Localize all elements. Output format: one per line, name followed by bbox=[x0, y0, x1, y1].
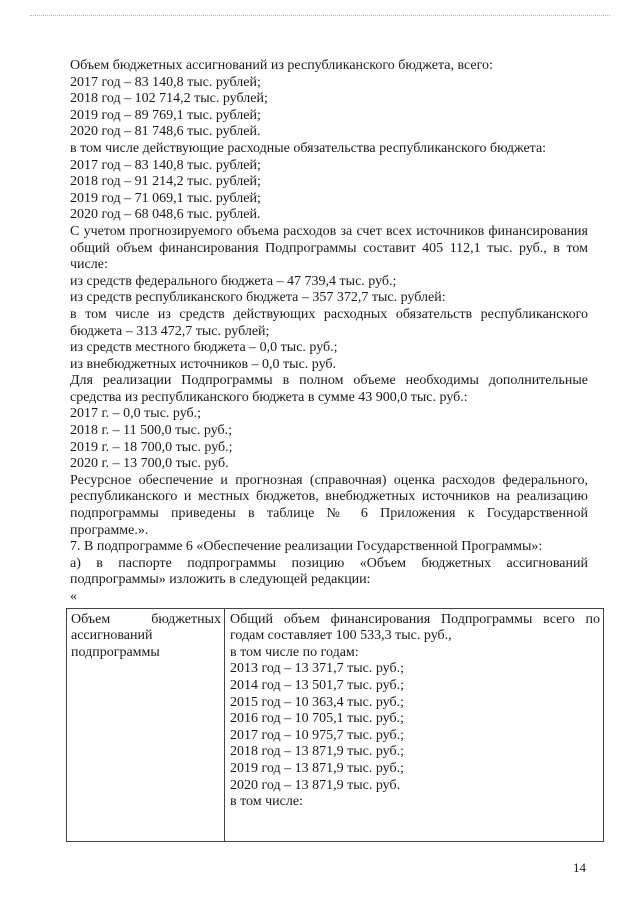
opening-quote: « bbox=[70, 589, 77, 604]
text-line: 2019 г. – 18 700,0 тыс. руб.; bbox=[70, 439, 233, 455]
text-line: 2018 г. – 11 500,0 тыс. руб.; bbox=[70, 423, 233, 439]
document-body bbox=[70, 58, 600, 842]
item-7a: а) в паспорте подпрограммы позицию «Объем бюджетных ассигнований подпрограммы» изложить в следующей редакции: bbox=[70, 555, 588, 588]
text-line: 2019 год – 89 769,1 тыс. рублей; bbox=[70, 107, 261, 123]
resource-paragraph: Ресурсное обеспечение и прогнозная (справочная) оценка расходов федерального, республиканского и местных бюджетов, внебюджетных источников на реализацию подпрограммы приведены в таблице № 6 Приложения к Государственной программе.». bbox=[70, 472, 588, 538]
text-line: 2020 год – 68 048,6 тыс. рублей. bbox=[70, 207, 261, 223]
table-value-line: 2013 год – 13 371,7 тыс. руб.; bbox=[230, 661, 404, 677]
text-line: в том числе действующие расходные обязательства республиканского бюджета: bbox=[70, 140, 547, 156]
item-7: 7. В подпрограмме 6 «Обеспечение реализации Государственной Программы»: bbox=[70, 539, 543, 555]
page-top-border bbox=[30, 15, 610, 16]
funding-table bbox=[66, 608, 604, 842]
existing-obligations-paragraph: в том числе из средств действующих расходных обязательств республиканского бюджета – 313 472,7 тыс. рублей; bbox=[70, 306, 588, 339]
table-label-cell bbox=[67, 609, 225, 841]
text-line: 2018 год – 91 214,2 тыс. рублей; bbox=[70, 174, 261, 190]
table-value-line: в том числе по годам: bbox=[230, 644, 359, 660]
table-value-line: 2020 год – 13 871,9 тыс. руб. bbox=[230, 777, 401, 793]
additional-funding-paragraph: Для реализации Подпрограммы в полном объеме необходимы дополнительные средства из республиканского бюджета в сумме 43 900,0 тыс. руб.: bbox=[70, 373, 588, 405]
text-line: 2017 год – 83 140,8 тыс. рублей; bbox=[70, 74, 261, 90]
table-value-line: 2014 год – 13 501,7 тыс. руб.; bbox=[230, 677, 404, 693]
text-line: из средств федерального бюджета – 47 739,4 тыс. руб.; bbox=[70, 273, 397, 289]
page-number: 14 bbox=[573, 860, 586, 875]
table-value-line: 2019 год – 13 871,9 тыс. руб.; bbox=[230, 760, 404, 776]
text-line: 2019 год – 71 069,1 тыс. рублей; bbox=[70, 190, 261, 206]
table-label-text: Объем бюджетных ассигнований подпрограммы bbox=[71, 611, 221, 660]
text-line: 2017 год – 83 140,8 тыс. рублей; bbox=[70, 157, 261, 173]
text-line: 2018 год – 102 714,2 тыс. рублей; bbox=[70, 91, 268, 107]
text-line: из средств республиканского бюджета – 357 372,7 тыс. рублей: bbox=[70, 290, 446, 306]
funding-paragraph: С учетом прогнозируемого объема расходов за счет всех источников финансирования общий объем финансирования Подпрограммы составит 405 112,1 тыс. руб., в том числе: bbox=[70, 223, 588, 273]
text-line: из внебюджетных источников – 0,0 тыс. руб. bbox=[70, 356, 337, 372]
table-value-line: в том числе: bbox=[230, 794, 303, 810]
text-line: 2020 год – 81 748,6 тыс. рублей. bbox=[70, 124, 261, 140]
table-value-intro: Общий объем финансирования Подпрограммы всего по годам составляет 100 533,3 тыс. руб., bbox=[230, 611, 600, 644]
table-value-cell bbox=[225, 609, 603, 841]
text-line: 2017 г. – 0,0 тыс. руб.; bbox=[70, 406, 202, 422]
table-value-line: 2016 год – 10 705,1 тыс. руб.; bbox=[230, 711, 404, 727]
table-value-line: 2017 год – 10 975,7 тыс. руб.; bbox=[230, 727, 404, 743]
text-line: 2020 г. – 13 700,0 тыс. руб. bbox=[70, 456, 229, 472]
table-value-line: 2015 год – 10 363,4 тыс. руб.; bbox=[230, 694, 404, 710]
text-line: Объем бюджетных ассигнований из республиканского бюджета, всего: bbox=[70, 58, 493, 73]
text-line: из средств местного бюджета – 0,0 тыс. руб.; bbox=[70, 340, 338, 356]
table-value-line: 2018 год – 13 871,9 тыс. руб.; bbox=[230, 744, 404, 760]
